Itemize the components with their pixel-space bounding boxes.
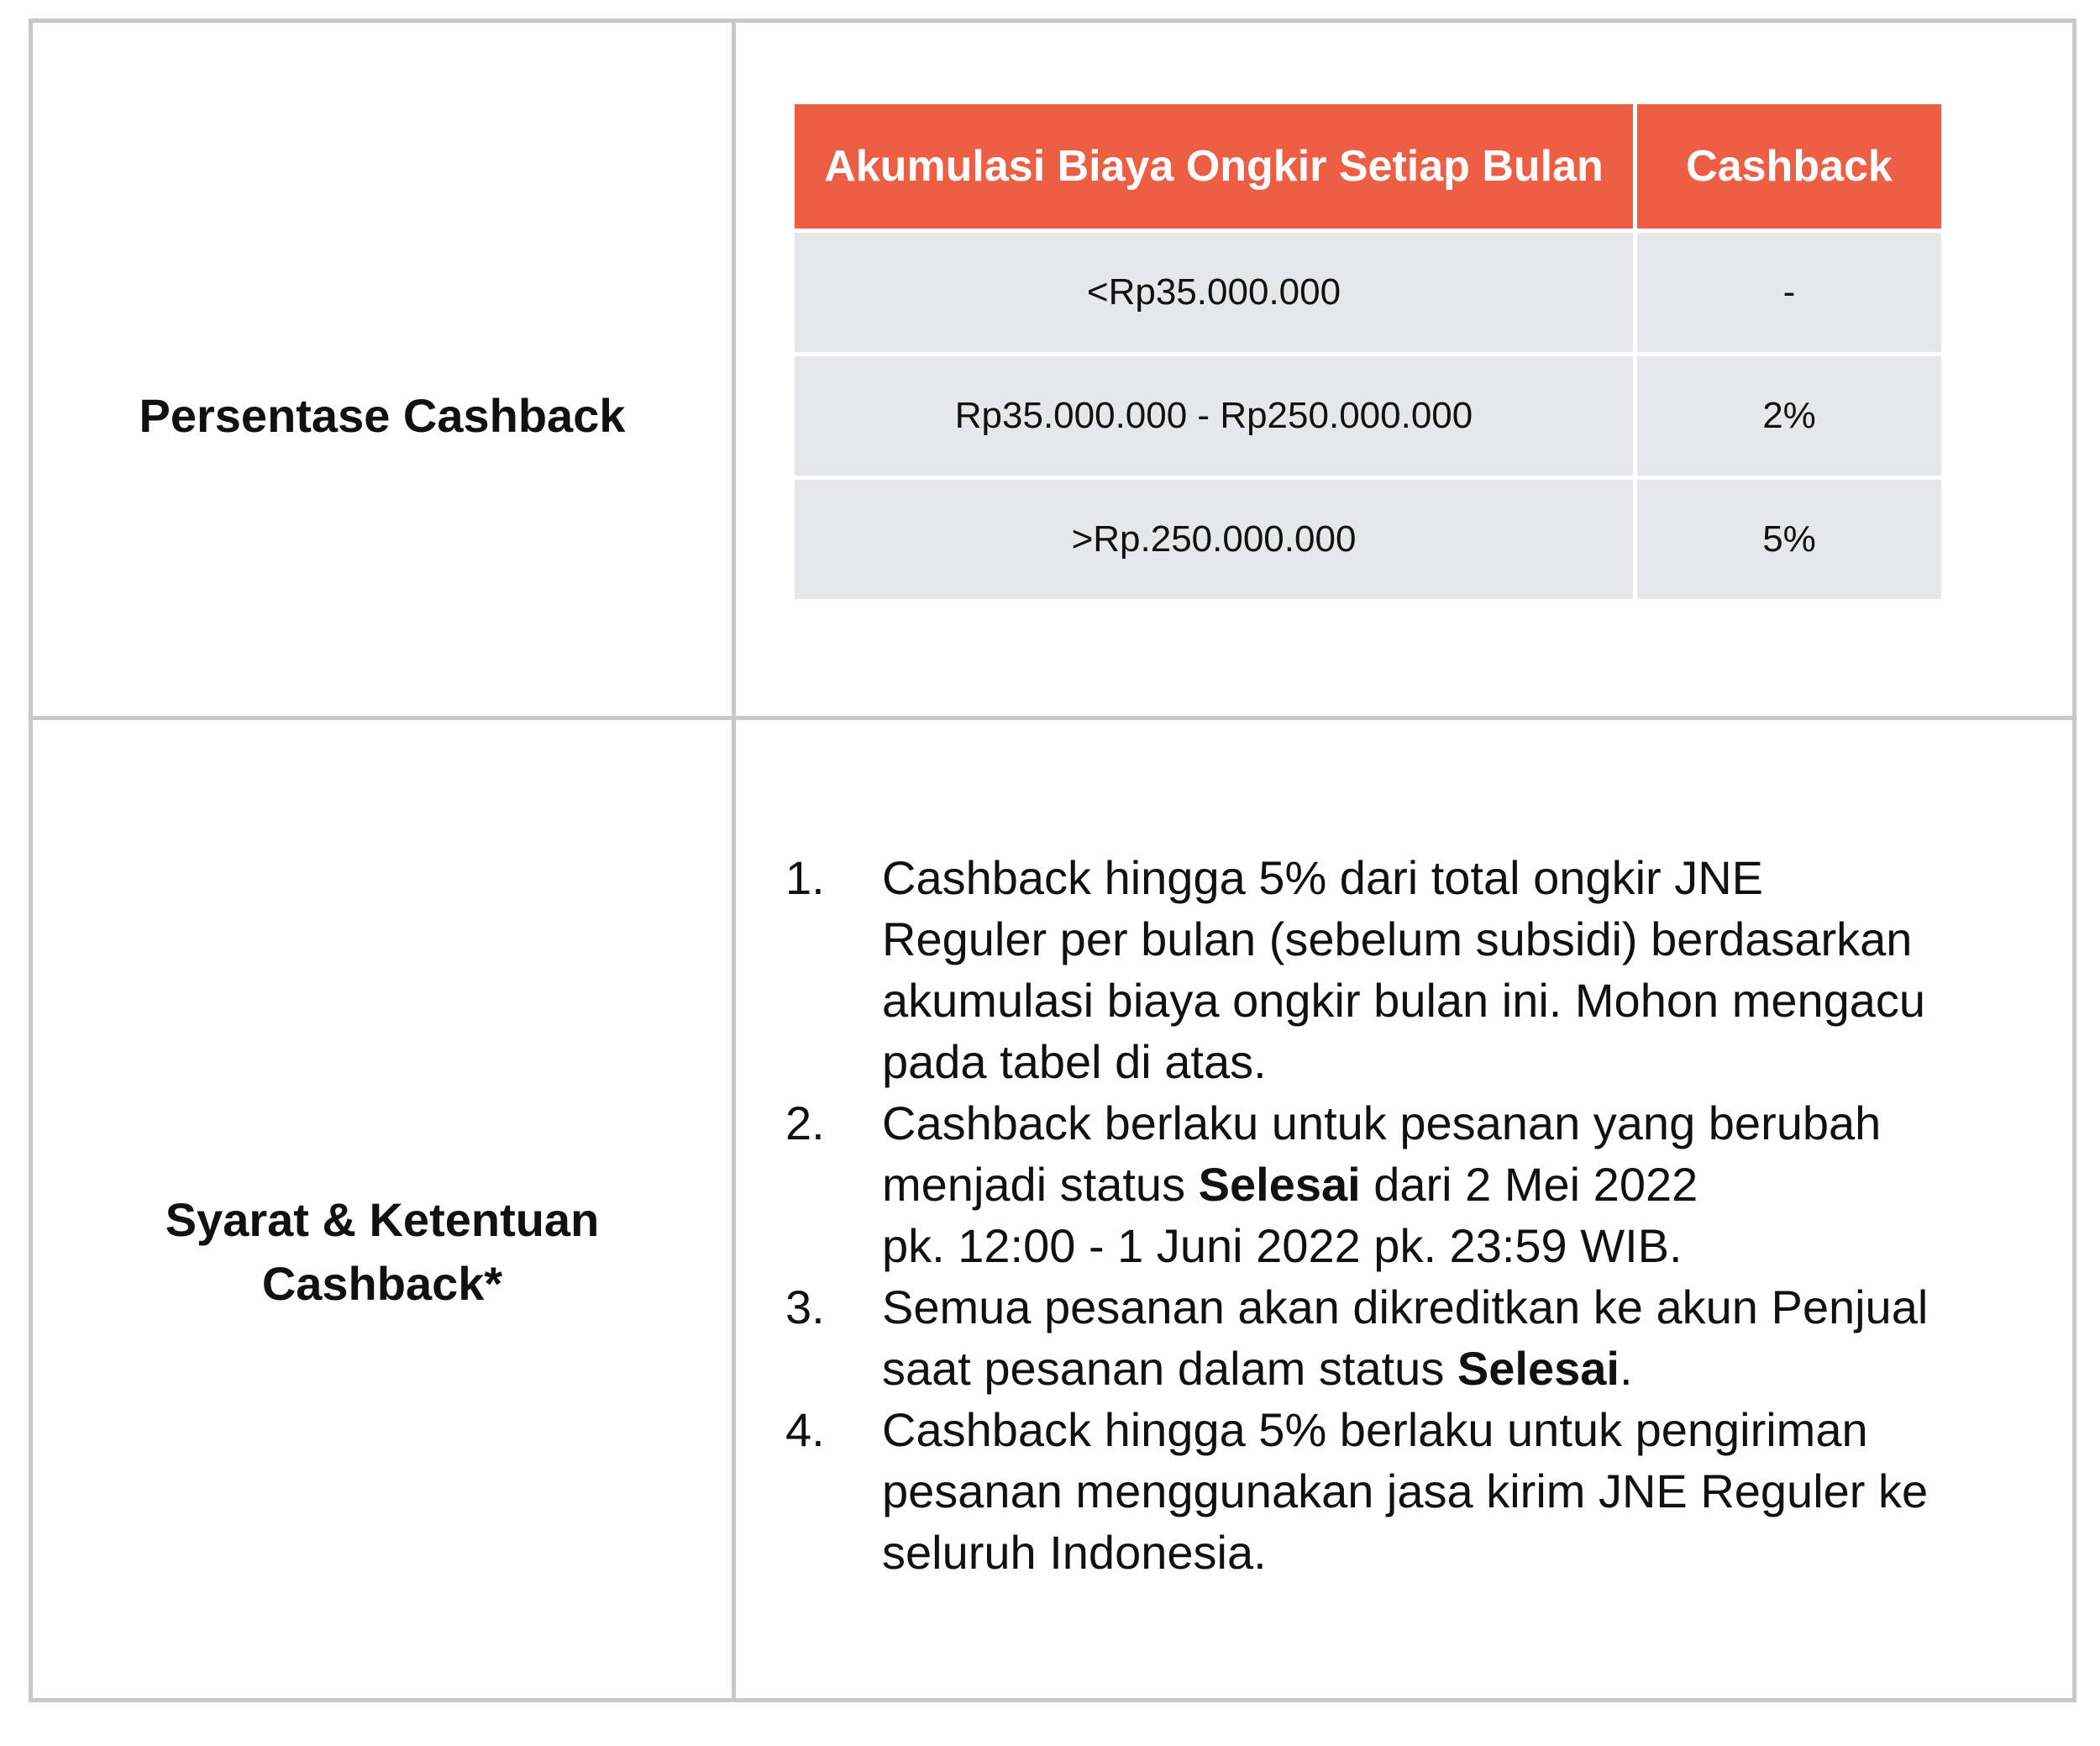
- list-item: [785, 1092, 2029, 1276]
- term-text: dari 2 Mei 2022: [1360, 1158, 1698, 1211]
- table-cell-cashback: 5%: [1637, 476, 1941, 599]
- term-line: Cashback berlaku untuk pesanan yang berubah: [882, 1097, 1882, 1149]
- label-persentase-cashback: Persentase Cashback: [139, 389, 626, 442]
- list-item: [785, 847, 2029, 1092]
- header-akumulasi: Akumulasi Biaya Ongkir Setiap Bulan: [795, 104, 1637, 229]
- list-number: 3.: [785, 1281, 825, 1333]
- table-cell-cashback: 2%: [1637, 352, 1941, 476]
- term-line: Semua pesanan akan dikreditkan ke akun Penjual: [882, 1281, 1929, 1333]
- term-line: [882, 1338, 2029, 1399]
- list-number: 4.: [785, 1403, 825, 1456]
- table-row: [795, 229, 1941, 352]
- term-line: pada tabel di atas.: [882, 1035, 1267, 1088]
- term-line: akumulasi biaya ongkir bulan ini. Mohon mengacu: [882, 974, 1926, 1027]
- term-text: .: [1619, 1342, 1633, 1395]
- column-divider: [732, 23, 736, 1698]
- term-line: Cashback hingga 5% dari total ongkir JNE: [882, 851, 1764, 904]
- list-item: [785, 1276, 2029, 1399]
- label-line: Syarat & Ketentuan: [165, 1193, 600, 1246]
- table-row: [795, 352, 1941, 476]
- row-divider: [33, 716, 2072, 720]
- header-cashback: Cashback: [1637, 104, 1941, 229]
- term-line: pk. 12:00 - 1 Juni 2022 pk. 23:59 WIB.: [882, 1219, 1683, 1272]
- term-line: seluruh Indonesia.: [882, 1526, 1267, 1579]
- term-line: Cashback hingga 5% berlaku untuk pengiriman: [882, 1403, 1868, 1456]
- table-cell-range: <Rp35.000.000: [795, 229, 1637, 352]
- term-text: menjadi status: [882, 1158, 1199, 1211]
- table-row: [795, 476, 1941, 599]
- term-line: [882, 1154, 2029, 1215]
- table-cell-range: Rp35.000.000 - Rp250.000.000: [795, 352, 1637, 476]
- list-number: 2.: [785, 1097, 825, 1149]
- table-header-row: [795, 104, 1941, 229]
- label-syarat-ketentuan: [33, 1188, 732, 1316]
- term-line: Reguler per bulan (sebelum subsidi) berdasarkan: [882, 912, 1913, 965]
- table-cell-cashback: -: [1637, 229, 1941, 352]
- list-number: 1.: [785, 851, 825, 904]
- list-item: [785, 1399, 2029, 1583]
- status-selesai: Selesai: [1457, 1342, 1620, 1395]
- term-line: pesanan menggunakan jasa kirim JNE Reguler ke: [882, 1465, 1929, 1517]
- status-selesai: Selesai: [1198, 1158, 1361, 1211]
- cashback-percentage-table: [795, 104, 1941, 599]
- term-text: saat pesanan dalam status: [882, 1342, 1457, 1395]
- table-cell-range: >Rp.250.000.000: [795, 476, 1637, 599]
- label-line: Cashback*: [261, 1257, 503, 1310]
- terms-list: [785, 847, 2029, 1583]
